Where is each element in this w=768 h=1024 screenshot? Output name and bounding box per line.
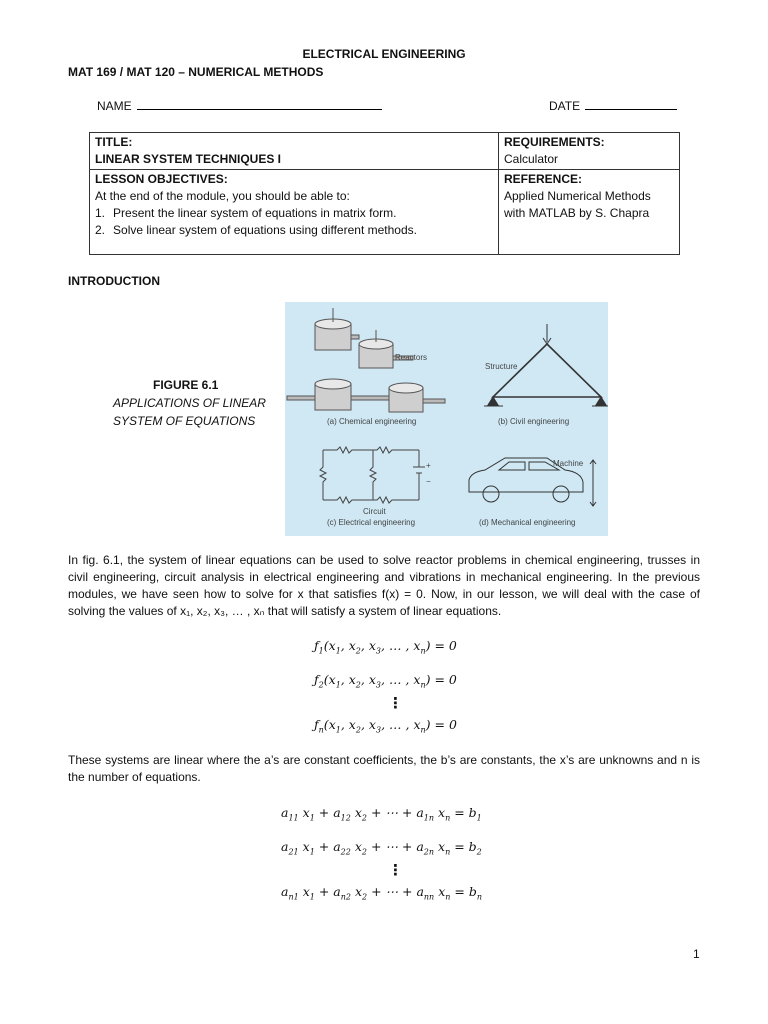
minus-sign: − [426,477,431,486]
reference-line: with MATLAB by S. Chapra [504,206,650,220]
header-department: ELECTRICAL ENGINEERING [302,47,466,61]
section-title: INTRODUCTION [68,274,160,288]
panel-a-caption: (a) Chemical engineering [327,417,417,426]
name-field [97,98,382,113]
name-blank [137,98,382,110]
panel-c-caption: (c) Electrical engineering [327,518,416,527]
reference-cell [499,170,680,255]
objectives-label: LESSON OBJECTIVES: [95,172,228,186]
circuit-text: Circuit [363,507,386,516]
objectives-cell [90,170,499,255]
reference-label: REFERENCE: [504,172,583,186]
lesson-info-table [89,132,680,255]
objective-item: 2. Solve linear system of equations using different methods. [95,223,417,237]
panel-d-caption: (d) Mechanical engineering [479,518,576,527]
plus-sign: + [426,461,431,470]
date-blank [585,98,677,110]
vertical-ellipsis: ⋮ [388,861,403,879]
figure-number: FIGURE 6.1 [153,378,219,392]
requirements-cell [499,133,680,170]
reference-line: Applied Numerical Methods [504,189,651,203]
figure-label-block [113,376,266,430]
function-equation: $ƒ_1(x_1$, $x_2$, $x_3$, … , $x_n) = 0$ [314,638,457,656]
reactors-text: Reactors [395,353,428,362]
linear-equation: $a_{21}$ $x_1 + a_{22}$ $x_2$ + ⋯ + $a_{2n}$ $x_n = b_2$ [281,839,482,857]
function-equation: $ƒ_n(x_1$, $x_2$, $x_3$, … , $x_n) = 0$ [314,717,457,735]
linear-equation: $a_{n1}$ $x_1 + a_{n2}$ $x_2$ + ⋯ + $a_{nn}$ $x_n = b_n$ [281,884,483,902]
title-value: LINEAR SYSTEM TECHNIQUES I [95,152,282,166]
figure-caption-line: APPLICATIONS OF LINEAR [113,396,266,410]
title-label: TITLE: [95,135,133,149]
function-equation: $ƒ_2(x_1$, $x_2$, $x_3$, … , $x_n) = 0$ [314,672,457,690]
figure-image [285,302,608,536]
requirements-value: Calculator [504,152,559,166]
vertical-ellipsis: ⋮ [388,694,403,712]
name-label: NAME [97,99,132,113]
date-field [549,98,677,113]
linear-equation: $a_{11}$ $x_1 + a_{12}$ $x_2$ + ⋯ + $a_{1n}$ $x_n = b_1$ [281,805,482,823]
title-cell [90,133,499,170]
machine-text: Machine [553,459,584,468]
header-course: MAT 169 / MAT 120 – NUMERICAL METHODS [68,65,324,79]
page-number: 1 [693,947,700,961]
objective-item: 1. Present the linear system of equations in matrix form. [95,206,397,220]
objectives-intro: At the end of the module, you should be able to: [95,189,350,203]
requirements-label: REQUIREMENTS: [504,135,605,149]
panel-b-caption: (b) Civil engineering [498,417,570,426]
linear-systems-paragraph: These systems are linear where the a’s are constant coefficients, the b’s are constants, the x’s are unknowns and n is the number of equations. [68,753,700,784]
date-label: DATE [549,99,581,113]
intro-paragraph: In fig. 6.1, the system of linear equations can be used to solve reactor problems in chemical engineering, trusses in civil engineering, circuit analysis in electrical engineering and vibrations in mechanical engineering. In the previous modules, we have seen how to solve for x that satisfies f(x) = 0. Now, in our lesson, we will deal with the case of solving the values of x₁, x₂, x₃, … , xₙ that will satisfy a system of linear equations. [68,553,700,618]
structure-text: Structure [485,362,518,371]
figure-caption-line: SYSTEM OF EQUATIONS [113,414,256,428]
